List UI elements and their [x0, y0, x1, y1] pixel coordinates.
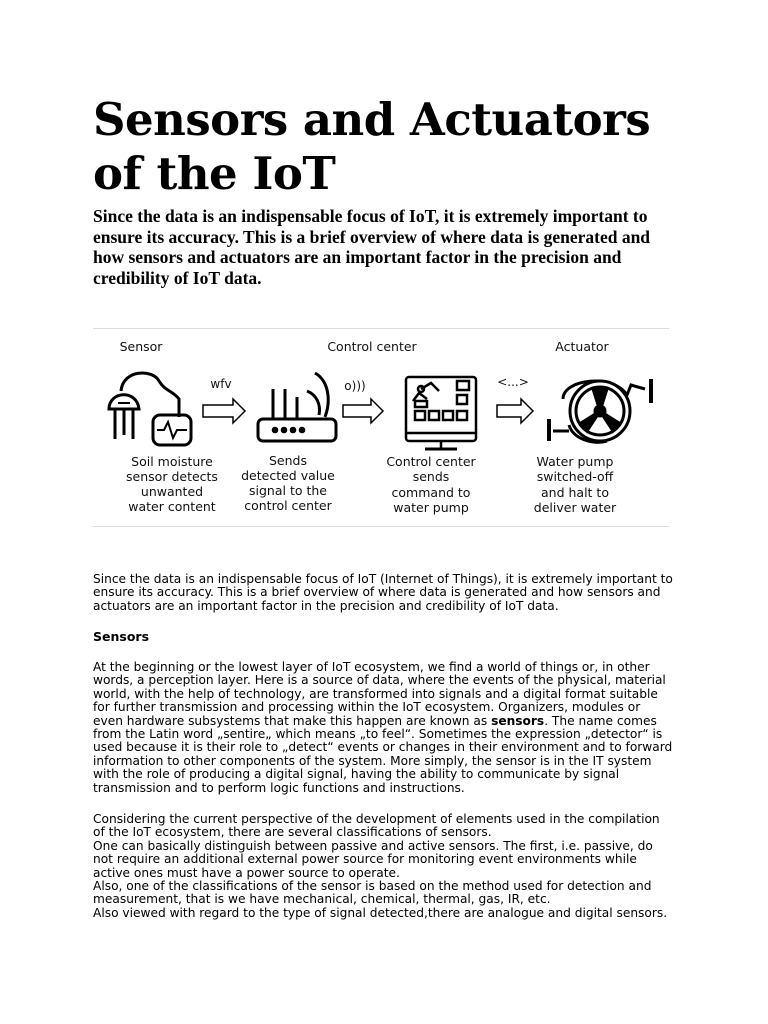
- body-paragraph-3: Considering the current perspective of the development of elements used in the compilation of the IoT ecosystem, there are several classifications of sensors. One can basically distinguish between passive and active sensors. The first, i.e. passive, do not require an additional external power source for monitoring event environments while active ones must have a power source to operate. Also, one of the classifications of the sensor is based on the method used for detection and measurement, that is we have mechanical, chemical, thermal, gas, IR, etc. Also viewed with regard to the type of signal detected,there are analogue and digital sensors.: [93, 812, 668, 920]
- svg-text:control center: control center: [244, 498, 332, 513]
- svg-text:switched-off: switched-off: [536, 469, 614, 484]
- diagram-control-label: Control center: [327, 339, 417, 354]
- sensors-heading: Sensors: [93, 629, 150, 644]
- body-paragraph-1: Since the data is an indispensable focus of IoT (Internet of Things), it is extremely important to ensure its accuracy. This is a brief overview of where data is generated and how sensors and actuators are an important factor in the precision and credibility of IoT data.: [93, 572, 673, 613]
- caption-sensor: [126, 454, 218, 514]
- svg-text:and halt to: and halt to: [541, 485, 609, 500]
- control-monitor-icon: [406, 377, 476, 449]
- svg-text:sends: sends: [412, 469, 450, 484]
- arrow-3-icon: [497, 399, 533, 423]
- caption-router: [241, 453, 335, 513]
- svg-text:water content: water content: [128, 499, 216, 514]
- body-paragraph-2: At the beginning or the lowest layer of IoT ecosystem, we find a world of things or, in other words, a perception layer. Here is a source of data, where the events of the physical, material world, with the help of technology, are transformed into signals and a digital format suitable for further transmission and processing within the IoT ecosystem. Organizers, modules or even hardware subsystems that make this happen are known as sensors. The name comes from the Latin word „sentire„ which means „to feel“. Sometimes the expression „detector“ is used because it is their role to „detect“ events or changes in their environment and to forward information to other components of the system. More simply, the sensor is in the IT system with the role of producing a digital signal, having the ability to communicate by signal transmission and to perform logic functions and instructions.: [93, 660, 673, 795]
- svg-text:Control center: Control center: [386, 454, 476, 469]
- arrow-1-icon: [203, 399, 245, 423]
- svg-text:command to: command to: [391, 485, 471, 500]
- article-title: Sensors and Actuators of the IoT: [93, 93, 651, 200]
- svg-text:unwanted: unwanted: [140, 484, 204, 499]
- diagram-actuator-label: Actuator: [555, 339, 609, 354]
- svg-text:Soil moisture: Soil moisture: [131, 454, 213, 469]
- svg-text:deliver water: deliver water: [533, 500, 617, 515]
- water-pump-icon: [549, 379, 651, 442]
- iot-diagram: [93, 328, 669, 527]
- router-icon: [258, 373, 336, 441]
- sensors-term: sensors: [491, 713, 545, 728]
- svg-text:detected value: detected value: [241, 468, 335, 483]
- soil-sensor-icon: [109, 373, 191, 445]
- caption-control: [386, 454, 476, 515]
- caption-pump: [534, 454, 617, 515]
- svg-text:Water pump: Water pump: [536, 454, 614, 469]
- arrow1-label: wfv: [210, 377, 232, 391]
- arrow3-label: <...>: [497, 375, 529, 389]
- svg-text:Sends: Sends: [269, 453, 307, 468]
- article-lead: Since the data is an indispensable focus of IoT, it is extremely important to ensure its accuracy. This is a brief overview of where data is generated and how sensors and actuators are an important factor in the precision and credibility of IoT data.: [93, 206, 651, 288]
- arrow-2-icon: [343, 399, 383, 423]
- svg-text:water pump: water pump: [393, 500, 469, 515]
- arrow2-label: o))): [344, 379, 366, 393]
- svg-text:signal to the: signal to the: [249, 483, 327, 498]
- diagram-sensor-label: Sensor: [119, 339, 163, 354]
- svg-text:sensor detects: sensor detects: [126, 469, 218, 484]
